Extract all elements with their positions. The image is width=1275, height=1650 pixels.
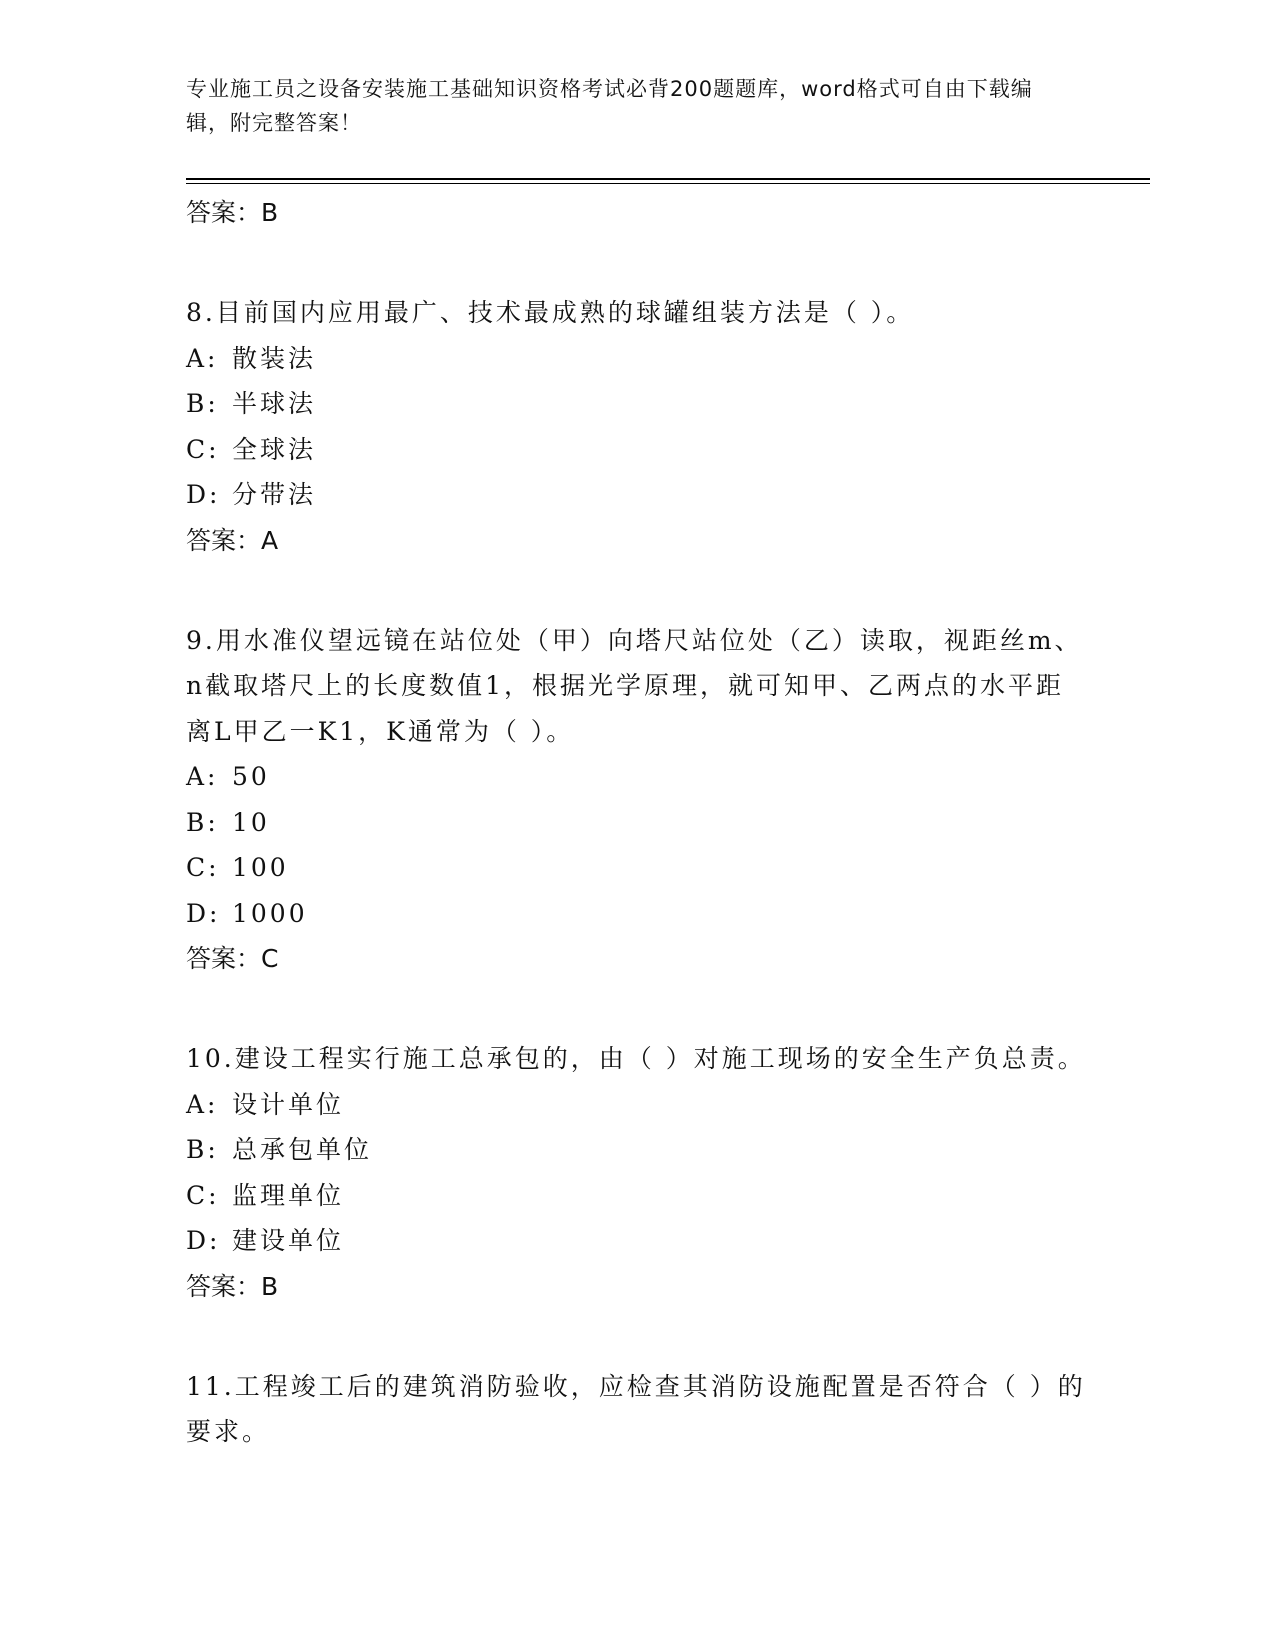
option-text: 总承包单位: [232, 1135, 373, 1164]
option-letter: B:: [186, 807, 219, 837]
answer-label: 答案：B: [186, 198, 279, 227]
answer-label: 答案：B: [186, 1271, 279, 1301]
option-letter: D:: [186, 480, 221, 509]
header-rule: [186, 178, 1150, 180]
question-text: 8.目前国内应用最广、技术最成熟的球罐组装方法是（ ）。: [186, 298, 915, 327]
option-text: 监理单位: [232, 1180, 345, 1210]
option-b: [186, 381, 1086, 427]
option-c: [186, 427, 1086, 473]
option-c: [186, 845, 1086, 891]
option-d: [186, 472, 1086, 518]
question-list: [186, 190, 1086, 1455]
option-text: 100: [232, 853, 289, 882]
option-b: [186, 1127, 1086, 1173]
answer-label: 答案：C: [186, 944, 279, 973]
option-letter: C:: [186, 434, 220, 464]
option-letter: A:: [186, 1089, 219, 1119]
option-letter: C:: [186, 1180, 220, 1210]
document-header: 专业施工员之设备安装施工基础知识资格考试必背200题题库，word格式可自由下载编辑，附完整答案！: [186, 77, 1033, 135]
option-text: 分带法: [232, 480, 317, 509]
question-item: [186, 618, 1086, 983]
option-letter: D:: [186, 1226, 221, 1255]
question-text: 11.工程竣工后的建筑消防验收，应检查其消防设施配置是否符合（ ）的要求。: [186, 1371, 1086, 1446]
question-item: [186, 1036, 1086, 1310]
option-text: 设计单位: [232, 1089, 345, 1119]
option-d: [186, 1218, 1086, 1264]
option-letter: A:: [186, 762, 219, 791]
option-text: 建设单位: [232, 1226, 345, 1255]
question-item: [186, 290, 1086, 564]
option-text: 10: [232, 807, 270, 837]
option-letter: B:: [186, 389, 219, 418]
option-a: [186, 1082, 1086, 1128]
question-item: [186, 1364, 1086, 1455]
option-text: 50: [232, 762, 270, 791]
option-a: [186, 754, 1086, 800]
option-text: 全球法: [232, 434, 317, 464]
option-c: [186, 1173, 1086, 1219]
option-text: 散装法: [232, 343, 317, 373]
option-letter: B:: [186, 1135, 219, 1164]
option-d: [186, 891, 1086, 937]
answer-label: 答案：A: [186, 525, 279, 555]
option-letter: A:: [186, 343, 219, 373]
option-letter: D:: [186, 898, 221, 928]
question-text: 10.建设工程实行施工总承包的，由（ ）对施工现场的安全生产负总责。: [186, 1044, 1086, 1073]
option-text: 半球法: [232, 389, 317, 418]
option-b: [186, 800, 1086, 846]
option-a: [186, 336, 1086, 382]
option-letter: C:: [186, 853, 220, 882]
header-rule-thin: [186, 183, 1150, 184]
option-text: 1000: [232, 898, 308, 928]
question-text: 9.用水准仪望远镜在站位处（甲）向塔尺站位处（乙）读取，视距丝m、n截取塔尺上的长度数值1，根据光学原理，就可知甲、乙两点的水平距离L甲乙一K1，K通常为（ ）。: [186, 625, 1083, 746]
